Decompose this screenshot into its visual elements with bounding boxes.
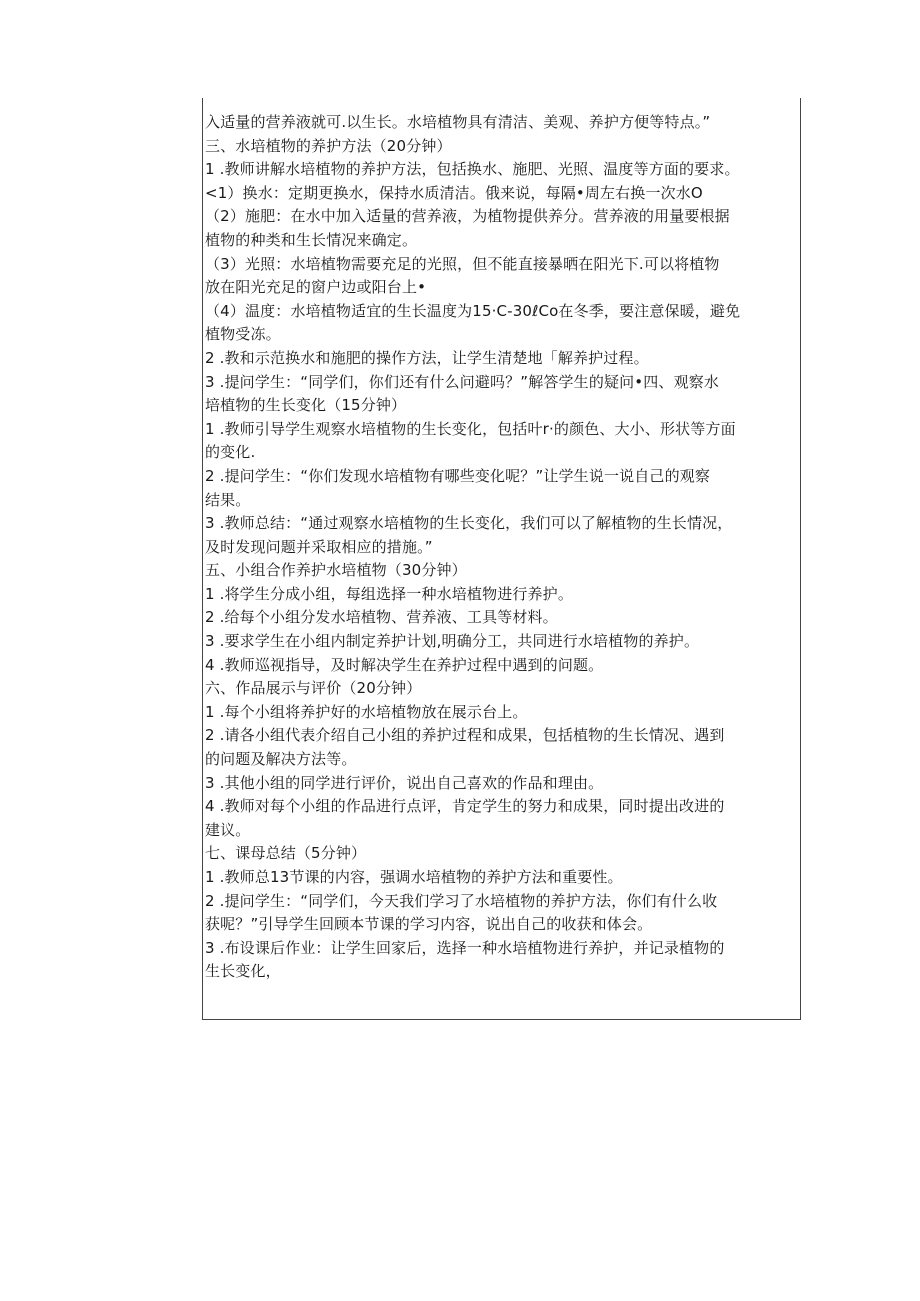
- text-line: 建议。: [205, 820, 251, 839]
- text-line: 3 .提问学生：“同学们，你们还有什么问避吗？”解答学生的疑问•四、观察水: [205, 372, 720, 391]
- text-line: 4 .教师巡视指导，及时解决学生在养护过程中遇到的问题。: [205, 655, 604, 674]
- text-line: （3）光照：水培植物需要充足的光照，但不能直接暴晒在阳光下.可以将植物: [205, 254, 720, 273]
- text-line: 1 .教师引导学生观察水培植物的生长变化，包括叶r·的颜色、大小、形状等方面: [205, 419, 736, 438]
- section-heading: 六、作品展示与评价（20分钟）: [205, 679, 422, 698]
- text-line: 2 .提问学生：“同学们，今天我们学习了水培植物的养护方法，你们有什么收: [205, 891, 718, 910]
- text-line: <1）换水：定期更换水，保持水质清洁。俄来说，每隔•周左右换一次水O: [205, 183, 703, 202]
- text-line: 2 .给每个小组分发水培植物、营养液、工具等材料。: [205, 608, 558, 627]
- text-line: 4 .教师对每个小组的作品进行点评，肯定学生的努力和成果，同时提出改进的: [205, 797, 725, 816]
- text-line: 植物的种类和生长情况来确定。: [205, 230, 418, 249]
- text-line: 入适量的营养液就可.以生长。水培植物具有清洁、美观、养护方便等特点。”: [205, 113, 711, 131]
- section-heading: 七、课母总结（5分钟）: [205, 844, 367, 863]
- text-line: （4）温度：水培植物适宜的生长温度为15·C-30ℓCo在冬季，要注意保暖，避免: [205, 301, 741, 320]
- text-line: 培植物的生长变化（15分钟）: [205, 396, 407, 415]
- text-line: 1 .每个小组将养护好的水培植物放在展示台上。: [205, 702, 528, 721]
- text-line: 植物受冻。: [205, 325, 281, 344]
- text-line: 1 .教师总13节课的内容，强调水培植物的养护方法和重要性。: [205, 868, 623, 886]
- text-line: 获呢？”引导学生回顾本节课的学习内容，说出自己的收获和体会。: [205, 915, 653, 934]
- text-line: 2 .教和示范换水和施肥的操作方法，让学生清楚地「解养护过程。: [205, 348, 649, 367]
- section-heading: 五、小组合作养护水培植物（30分钟）: [205, 561, 467, 580]
- text-line: 的变化.: [205, 443, 256, 462]
- text-line: 结果。: [205, 490, 251, 509]
- text-line: 2 .请各小组代表介绍自己小组的养护过程和成果，包括植物的生长情况、遇到: [205, 726, 725, 745]
- section-heading: 三、水培植物的养护方法（20分钟）: [205, 136, 452, 155]
- text-line: 3 .教师总结：“通过观察水培植物的生长变化，我们可以了解植物的生长情况，: [205, 514, 733, 533]
- text-line: （2）施肥：在水中加入适量的营养液，为植物提供养分。营养液的用量要根据: [205, 207, 730, 226]
- text-line: 1 .教师讲解水培植物的养护方法，包括换水、施肥、光照、温度等方面的要求。: [205, 160, 740, 179]
- lesson-plan-text: [205, 111, 797, 984]
- text-line: 3 .布设课后作业：让学生回家后，选择一种水培植物进行养护，并记录植物的: [205, 938, 725, 957]
- text-line: 3 .其他小组的同学进行评价，说出自己喜欢的作品和理由。: [205, 773, 604, 792]
- text-line: 生长变化，: [205, 962, 281, 981]
- text-line: 及时发现问题并采取相应的措施。”: [205, 537, 433, 556]
- text-line: 的问题及解决方法等。: [205, 750, 357, 769]
- text-line: 1 .将学生分成小组，每组选择一种水培植物进行养护。: [205, 584, 573, 603]
- text-line: 放在阳光充足的窗户边或阳台上•: [205, 278, 427, 297]
- text-line: 3 .要求学生在小组内制定养护计划,明确分工，共同进行水培植物的养护。: [205, 632, 700, 651]
- text-line: 2 .提问学生：“你们发现水培植物有哪些变化呢？”让学生说一说自己的观察: [205, 466, 711, 485]
